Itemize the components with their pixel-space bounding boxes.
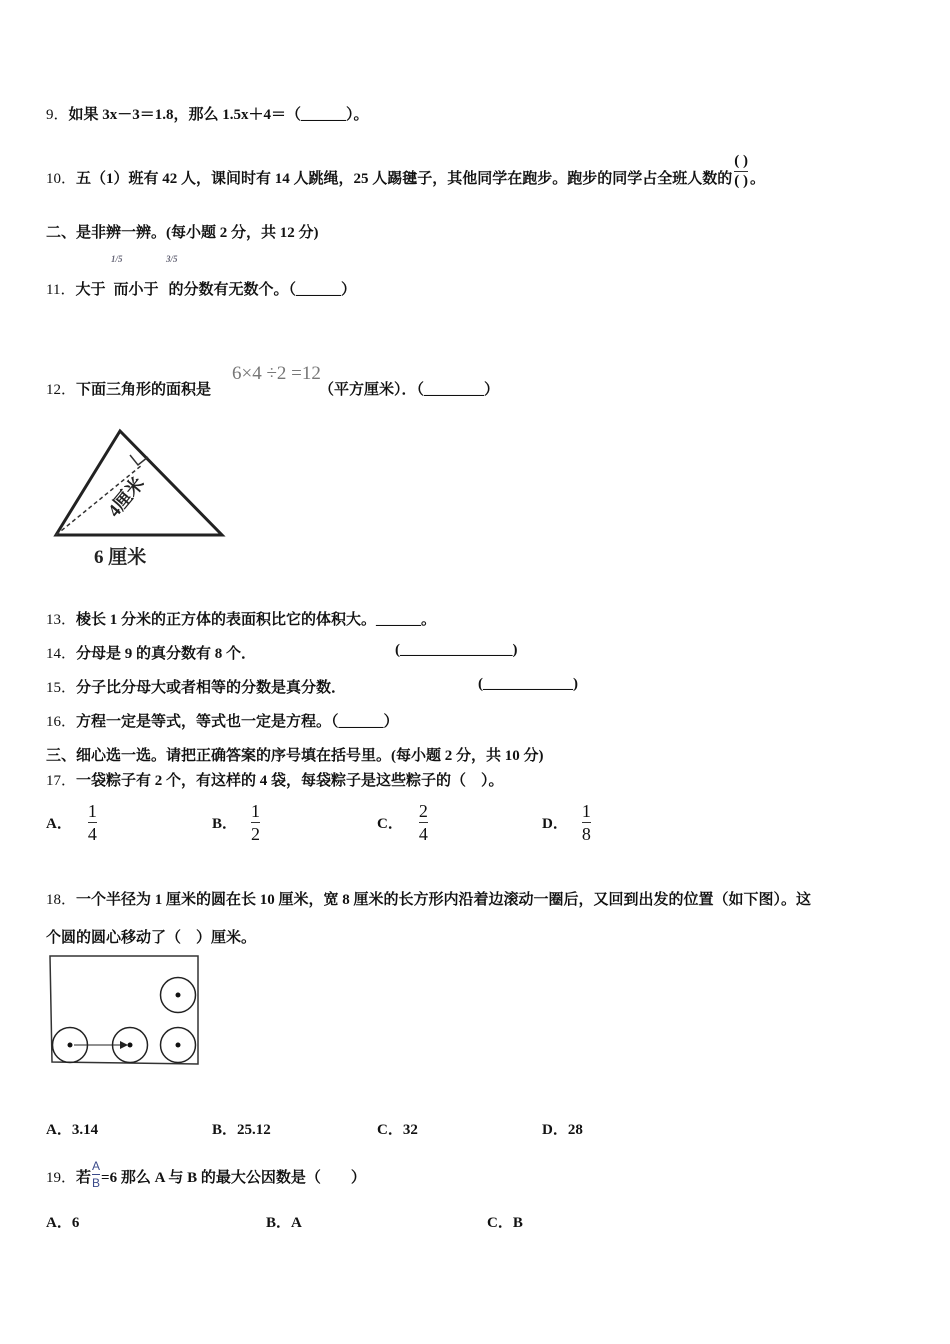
fraction-three-fifths: 3/5 — [166, 254, 178, 264]
question-11: 11．大于 而小于 的分数有无数个。（______） — [46, 282, 356, 298]
option-c[interactable]: C．B — [487, 1215, 523, 1231]
question-text: 五（1）班有 42 人，课间时有 14 人跳绳，25 人踢毽子，其他同学在跑步。跑步的同学占全班人数的 — [76, 170, 733, 187]
question-14: 14．分母是 9 的真分数有 8 个． — [46, 646, 257, 662]
circle-center-dot — [176, 993, 181, 998]
option-b[interactable]: B． $\frac{1}{2}$ — [212, 801, 261, 844]
base-label: 6 厘米 — [94, 547, 147, 568]
option-a[interactable]: A． $\frac{1}{4}$ — [46, 801, 97, 844]
question-19: 19．若 $\frac{A}{B}$ =6 那么 A 与 B 的最大公因数是（ ） — [46, 1159, 366, 1190]
fraction-a-over-b: $\frac{A}{B}$ — [92, 1159, 101, 1190]
circle-center-dot — [128, 1043, 133, 1048]
arrow-head-icon — [120, 1041, 128, 1049]
option-a[interactable]: A．6 — [46, 1215, 80, 1231]
question-number: 15． — [46, 680, 77, 696]
option-c[interactable]: C．32 — [377, 1122, 418, 1138]
blank-fraction: $\frac{( )}{( )}$ — [734, 153, 749, 189]
height-label: 4厘米 — [103, 473, 148, 521]
question-number: 13． — [46, 612, 77, 628]
option-b[interactable]: B．A — [266, 1215, 302, 1231]
question-18: 18．一个半径为 1 厘米的圆在长 10 厘米，宽 8 厘米的长方形内沿着边滚动一圈后，又回到出发的位置（如下图）。这 — [46, 892, 812, 908]
question-number: 9． — [46, 107, 69, 123]
answer-blank[interactable]: (_______________) — [395, 642, 518, 658]
question-17: 17．一袋粽子有 2 个，有这样的 4 袋，每袋粽子是这些粽子的（ ）。 — [46, 773, 504, 789]
calculation-expression: 6×4 ÷2 =12 — [232, 363, 321, 384]
question-number: 10． — [46, 170, 77, 187]
circle-center-dot — [176, 1043, 181, 1048]
question-number: 18． — [46, 892, 77, 908]
circle-center-dot — [68, 1043, 73, 1048]
question-text: 如果 3x－3＝1.8，那么 1.5x＋4＝（______）。 — [68, 107, 369, 123]
question-number: 12． — [46, 382, 77, 398]
option-d[interactable]: D． $\frac{1}{8}$ — [542, 801, 591, 844]
question-number: 14． — [46, 646, 77, 662]
question-13: 13．棱长 1 分米的正方体的表面积比它的体积大。______。 — [46, 612, 437, 628]
question-9 — [46, 103, 369, 124]
answer-blank[interactable]: (____________) — [478, 676, 578, 692]
question-number: 11． — [46, 282, 76, 298]
question-18-continued: 个圆的圆心移动了（ ）厘米。 — [46, 930, 257, 946]
question-10: 10．五（1）班有 42 人，课间时有 14 人跳绳，25 人踢毽子，其他同学在跑步。跑步的同学占全班人数的 $\frac{( )}{( )}$ 。 — [46, 153, 766, 189]
question-12: 12．下面三角形的面积是 （平方厘米）．（________） — [46, 382, 500, 398]
question-15: 15．分子比分母大或者相等的分数是真分数． — [46, 680, 347, 696]
option-c[interactable]: C． $\frac{2}{4}$ — [377, 801, 428, 844]
option-a[interactable]: A．3.14 — [46, 1122, 99, 1138]
section-2-title: 二、是非辨一辨。(每小题 2 分，共 12 分) — [46, 225, 319, 241]
rectangle-shape — [50, 956, 198, 1064]
triangle-figure — [48, 425, 233, 575]
question-16: 16．方程一定是等式，等式也一定是方程。（______） — [46, 714, 399, 730]
option-b[interactable]: B．25.12 — [212, 1122, 271, 1138]
question-number: 16． — [46, 714, 77, 730]
question-number: 19． — [46, 1169, 77, 1186]
question-number: 17． — [46, 773, 77, 789]
rolling-circle-figure — [48, 952, 203, 1067]
fraction-one-fifth: 1/5 — [111, 254, 123, 264]
option-d[interactable]: D．28 — [542, 1122, 583, 1138]
section-3-title: 三、细心选一选。请把正确答案的序号填在括号里。(每小题 2 分，共 10 分) — [46, 748, 544, 764]
